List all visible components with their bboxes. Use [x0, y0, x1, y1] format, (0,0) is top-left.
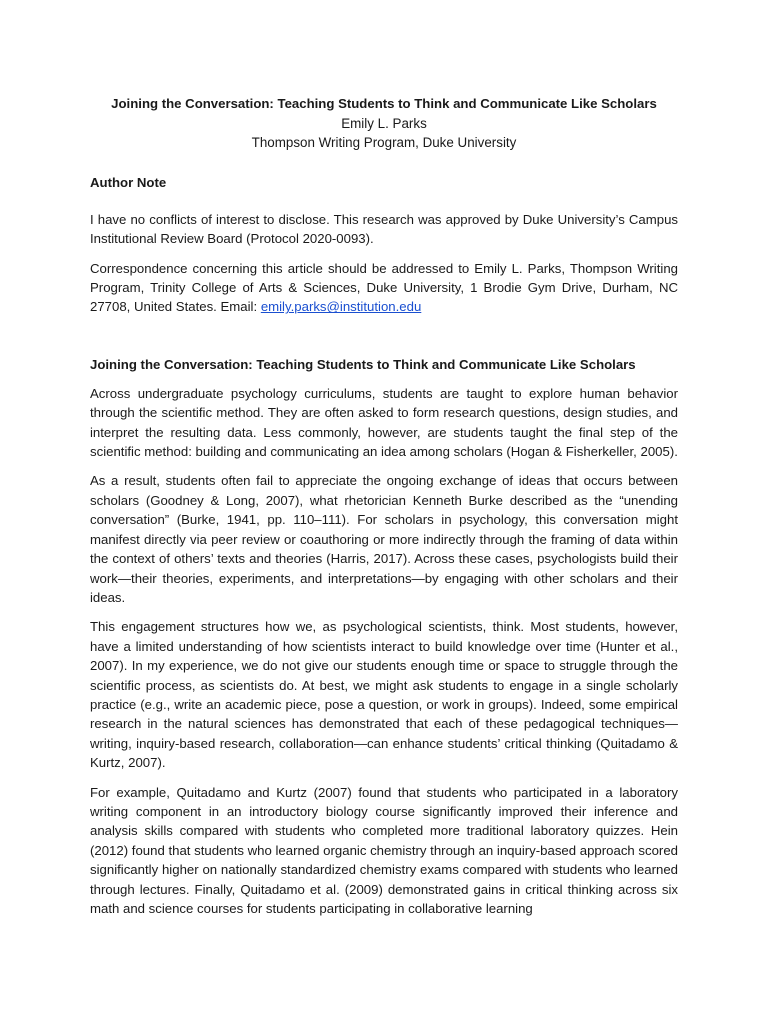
body-paragraph-3: This engagement structures how we, as psychological scientists, think. Most students, however, have a limited understanding of how scientists interact to build knowledge over time (Hunter et al., 2007). In my experience, we do not give our students enough time or space to struggle through the scientific process, as scientists do. At best, we might ask students to engage in a single scholarly practice (e.g., write an academic piece, pose a question, or work in groups). Indeed, some empirical research in the natural sciences has demonstrated that each of these pedagogical techniques—writing, inquiry-based research, collaboration—can enhance students’ critical thinking (Quitadamo & Kurtz, 2007). [90, 619, 678, 771]
correspondence-text: Correspondence concerning this article should be addressed to Emily L. Parks, Thompson Writing Program, Trinity College of Arts & Sciences, Duke University, 1 Brodie Gym Drive, Durham, NC 27708, United States. Email: [90, 260, 678, 315]
correspondence-paragraph [90, 259, 678, 317]
body-heading: Joining the Conversation: Teaching Students to Think and Communicate Like Scholars [90, 356, 636, 372]
body-paragraph-2: As a result, students often fail to appreciate the ongoing exchange of ideas that occurs between scholars (Goodney & Long, 2007), what rhetorician Kenneth Burke described as the “unending conversation” (Burke, 1941, pp. 110–111). For scholars in psychology, this conversation might manifest directly via peer review or coauthoring or more indirectly through the framing of data within the context of others’ texts and theories (Harris, 2017). Across these cases, psychologists build their work—their theories, experiments, and interpretations—by engaging with other scholars and their ideas. [90, 473, 678, 605]
author-note-heading: Author Note [90, 174, 167, 190]
author-name: Emily L. Parks [341, 116, 427, 131]
body-paragraph-4: For example, Quitadamo and Kurtz (2007) found that students who participated in a laboratory writing component in an introductory biology course significantly improved their inference and analysis skills compared with students who completed more traditional laboratory quizzes. Hein (2012) found that students who learned organic chemistry through an inquiry-based approach scored significantly higher on nationally standardized chemistry exams compared with students who learned through lectures. Finally, Quitadamo et al. (2009) demonstrated gains in critical thinking across six math and science courses for students participating in collaborative learning [90, 784, 678, 916]
paper-title: Joining the Conversation: Teaching Students to Think and Communicate Like Scholars [111, 96, 657, 111]
author-affiliation: Thompson Writing Program, Duke University [251, 135, 517, 151]
email-link[interactable]: emily.parks@institution.edu [260, 299, 422, 315]
disclosure-paragraph: I have no conflicts of interest to disclose. This research was approved by Duke University’s Campus Institutional Review Board (Protocol 2020-0093). [90, 211, 678, 247]
body-paragraph-1: Across undergraduate psychology curriculums, students are taught to explore human behavior through the scientific method. They are often asked to form research questions, design studies, and interpret the resulting data. Less commonly, however, are students taught the final step of the scientific method: building and communicating an idea among scholars (Hogan & Fisherkeller, 2005). [90, 385, 678, 460]
